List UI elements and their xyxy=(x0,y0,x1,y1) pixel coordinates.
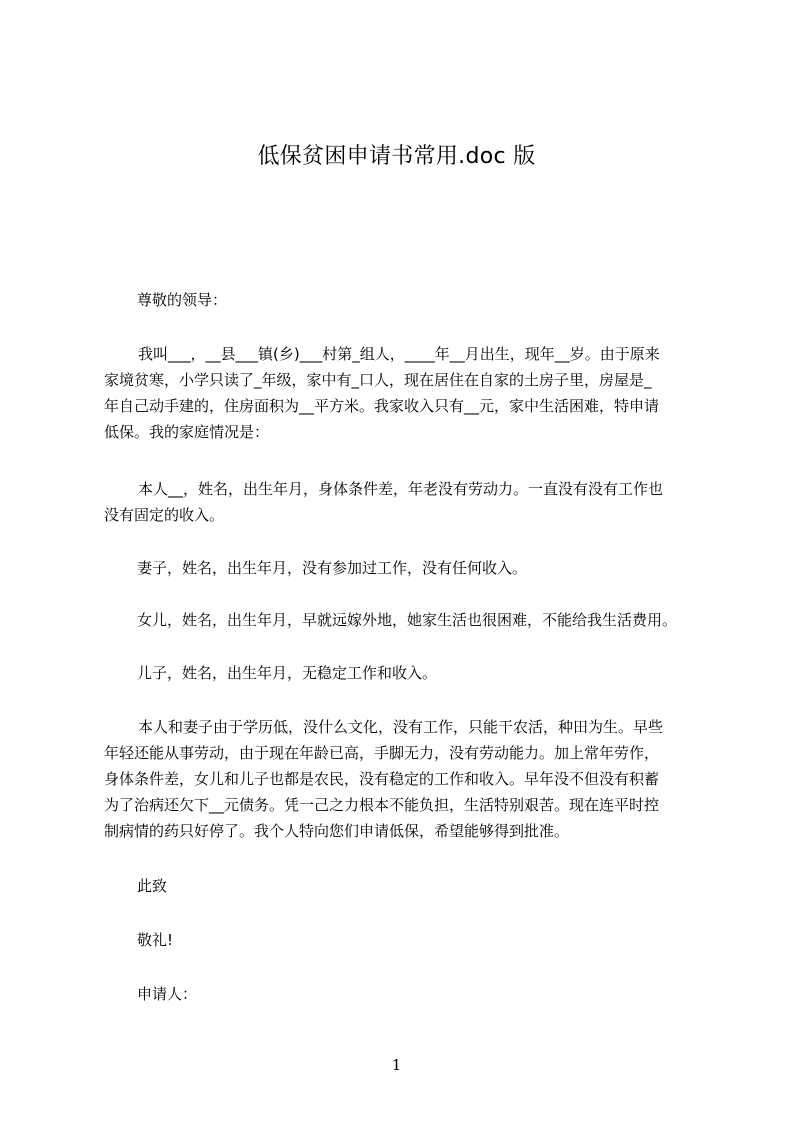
son-paragraph: 儿子，姓名，出生年月，无稳定工作和收入。 xyxy=(137,664,438,682)
salutation: 尊敬的领导： xyxy=(137,291,228,309)
reason-line: 制病情的药只好停了。我个人特向您们申请低保，希望能够得到批准。 xyxy=(104,822,570,840)
document-title: 低保贫困申请书常用.doc 版 xyxy=(257,144,536,169)
regards-text: 敬礼! xyxy=(137,931,174,949)
intro-line: 年自己动手建的，住房面积为__平方米。我家收入只有__元，家中生活困难，特申请 xyxy=(104,397,660,415)
reason-paragraph xyxy=(104,714,704,844)
intro-line: 我叫___，__县___镇(乡)___村第_组人，____年__月出生，现年__岁。由于原来 xyxy=(138,345,660,363)
reason-line: 为了治病还欠下__元债务。凭一己之力根本不能负担，生活特别艰苦。现在连平时控 xyxy=(104,796,660,814)
closing-text: 此致 xyxy=(137,877,168,895)
reason-line: 年轻还能从事劳动，由于现在年龄已高，手脚无力，没有劳动能力。加上常年劳作， xyxy=(104,744,660,762)
self-paragraph xyxy=(104,476,704,528)
intro-line: 家境贫寒，小学只读了_年级，家中有_口人，现在居住在自家的土房子里，房屋是_ xyxy=(104,371,652,389)
intro-paragraph xyxy=(104,341,704,445)
reason-line: 身体条件差，女儿和儿子也都是农民，没有稳定的工作和收入。早年没不但没有积蓄 xyxy=(104,770,660,788)
self-line: 没有固定的收入。 xyxy=(104,506,225,524)
intro-line: 低保。我的家庭情况是： xyxy=(104,423,270,441)
reason-line: 本人和妻子由于学历低，没什么文化，没有工作，只能干农活，种田为生。早些 xyxy=(138,718,664,736)
page-number: 1 xyxy=(391,1056,402,1074)
wife-paragraph: 妻子，姓名，出生年月，没有参加过工作，没有任何收入。 xyxy=(137,559,528,577)
daughter-paragraph: 女儿，姓名，出生年月，早就远嫁外地，她家生活也很困难，不能给我生活费用。 xyxy=(137,611,678,629)
applicant-label: 申请人： xyxy=(137,985,198,1003)
self-line: 本人__，姓名，出生年月，身体条件差，年老没有劳动力。一直没有没有工作也 xyxy=(138,480,664,498)
